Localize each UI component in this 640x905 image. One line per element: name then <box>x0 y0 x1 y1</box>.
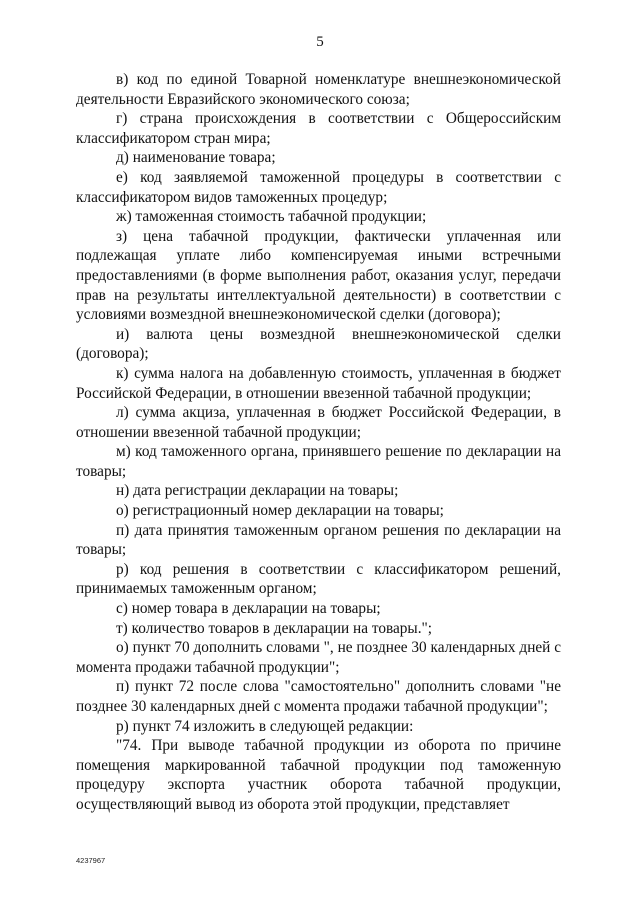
amendment-o: о) пункт 70 дополнить словами ", не позднее 30 календарных дней с момента продажи табачной продукции"; <box>76 639 561 676</box>
paragraph-d: д) наименование товара; <box>116 149 276 167</box>
paragraph-o: о) регистрационный номер декларации на товары; <box>116 502 444 520</box>
paragraph-l: л) сумма акциза, уплаченная в бюджет Российской Федерации, в отношении ввезенной табачной продукции; <box>76 404 561 441</box>
document-body <box>76 70 561 815</box>
paragraph-e: е) код заявляемой таможенной процедуры в соответствии с классификатором видов таможенных процедур; <box>76 168 561 206</box>
paragraph-g: г) страна происхождения в соответствии с Общероссийским классификатором стран мира; <box>76 110 561 147</box>
amendment-r: р) пункт 74 изложить в следующей редакции: <box>116 717 414 735</box>
amendment-p: п) пункт 72 после слова "самостоятельно" дополнить словами "не позднее 30 календарных дней с момента продажи табачной продукции"; <box>76 678 561 715</box>
paragraph-s: с) номер товара в декларации на товары; <box>116 600 381 618</box>
paragraph-r: р) код решения в соответствии с классификатором решений, принимаемых таможенным органом; <box>76 560 561 598</box>
paragraph-p: п) дата принятия таможенным органом решения по декларации на товары; <box>76 521 561 559</box>
paragraph-m: м) код таможенного органа, принявшего решение по декларации на товары; <box>76 443 561 480</box>
paragraph-zh: ж) таможенная стоимость табачной продукции; <box>116 208 427 226</box>
clause-74: "74. При выводе табачной продукции из оборота по причине помещения маркированной табачной продукции под таможенную процедуру экспорта участник оборота табачной продукции, осуществляющий вывод из оборота этой продукции, представляет <box>76 737 561 813</box>
paragraph-z: з) цена табачной продукции, фактически уплаченная или подлежащая уплате либо компенсируемая иными встречными предоставлениями (в форме выполнения работ, оказания услуг, передачи прав на результаты интеллектуальной деятельности) в соответствии с условиями возмездной внешнеэкономической сделки (договора); <box>76 227 561 324</box>
paragraph-v: в) код по единой Товарной номенклатуре внешнеэкономической деятельности Евразийского экономического союза; <box>76 71 561 108</box>
paragraph-k: к) сумма налога на добавленную стоимость, уплаченная в бюджет Российской Федерации, в отношении ввезенной табачной продукции; <box>76 364 561 402</box>
paragraph-n: н) дата регистрации декларации на товары; <box>116 482 399 500</box>
paragraph-t: т) количество товаров в декларации на товары."; <box>116 619 433 637</box>
page-number: 5 <box>316 34 324 50</box>
paragraph-i: и) валюта цены возмездной внешнеэкономической сделки (договора); <box>76 325 561 363</box>
document-id: 4237967 <box>76 856 106 865</box>
